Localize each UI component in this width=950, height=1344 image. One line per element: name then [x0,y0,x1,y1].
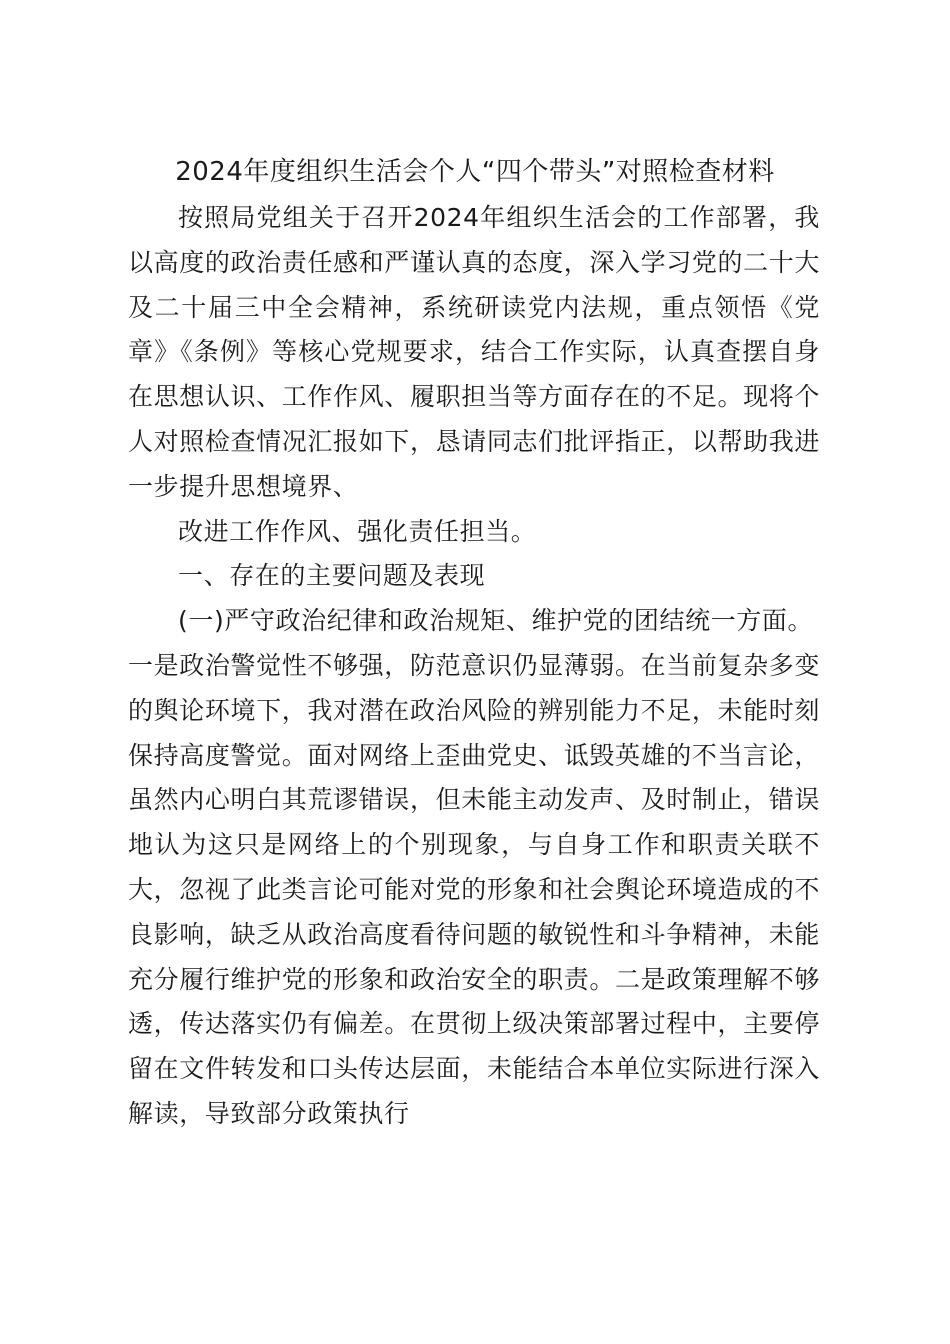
document-body [128,196,820,1137]
section-heading: 一、存在的主要问题及表现 [178,561,486,591]
subsection-heading: (一)严守政治纪律和政治规矩、维护党的团结统一方面。 [178,606,814,636]
intro-paragraph: 按照局党组关于召开2024年组织生活会的工作部署，我以高度的政治责任感和严谨认真的态度，深入学习党的二十大及二十届三中全会精神，系统研读党内法规，重点领悟《党章》《条例》等核心党规要求，结合工作实际，认真查摆自身在思想认识、工作作风、履职担当等方面存在的不足。现将个人对照检查情况汇报如下，恳请同志们批评指正，以帮助我进一步提升思想境界、 [128,203,820,501]
intro-continuation-paragraph: 改进工作作风、强化责任担当。 [178,516,537,546]
document-title: 2024年度组织生活会个人“四个带头”对照检查材料 [175,157,775,187]
problem-paragraph: 一是政治警觉性不够强，防范意识仍显薄弱。在当前复杂多变的舆论环境下，我对潜在政治风险的辨别能力不足，未能时刻保持高度警觉。面对网络上歪曲党史、诋毁英雄的不当言论，虽然内心明白其荒谬错误，但未能主动发声、及时制止，错误地认为这只是网络上的个别现象，与自身工作和职责关联不大，忽视了此类言论可能对党的形象和社会舆论环境造成的不良影响，缺乏从政治高度看待问题的敏锐性和斗争精神，未能充分履行维护党的形象和政治安全的职责。二是政策理解不够透，传达落实仍有偏差。在贯彻上级决策部署过程中，主要停留在文件转发和口头传达层面，未能结合本单位实际进行深入解读，导致部分政策执行 [128,650,820,1128]
